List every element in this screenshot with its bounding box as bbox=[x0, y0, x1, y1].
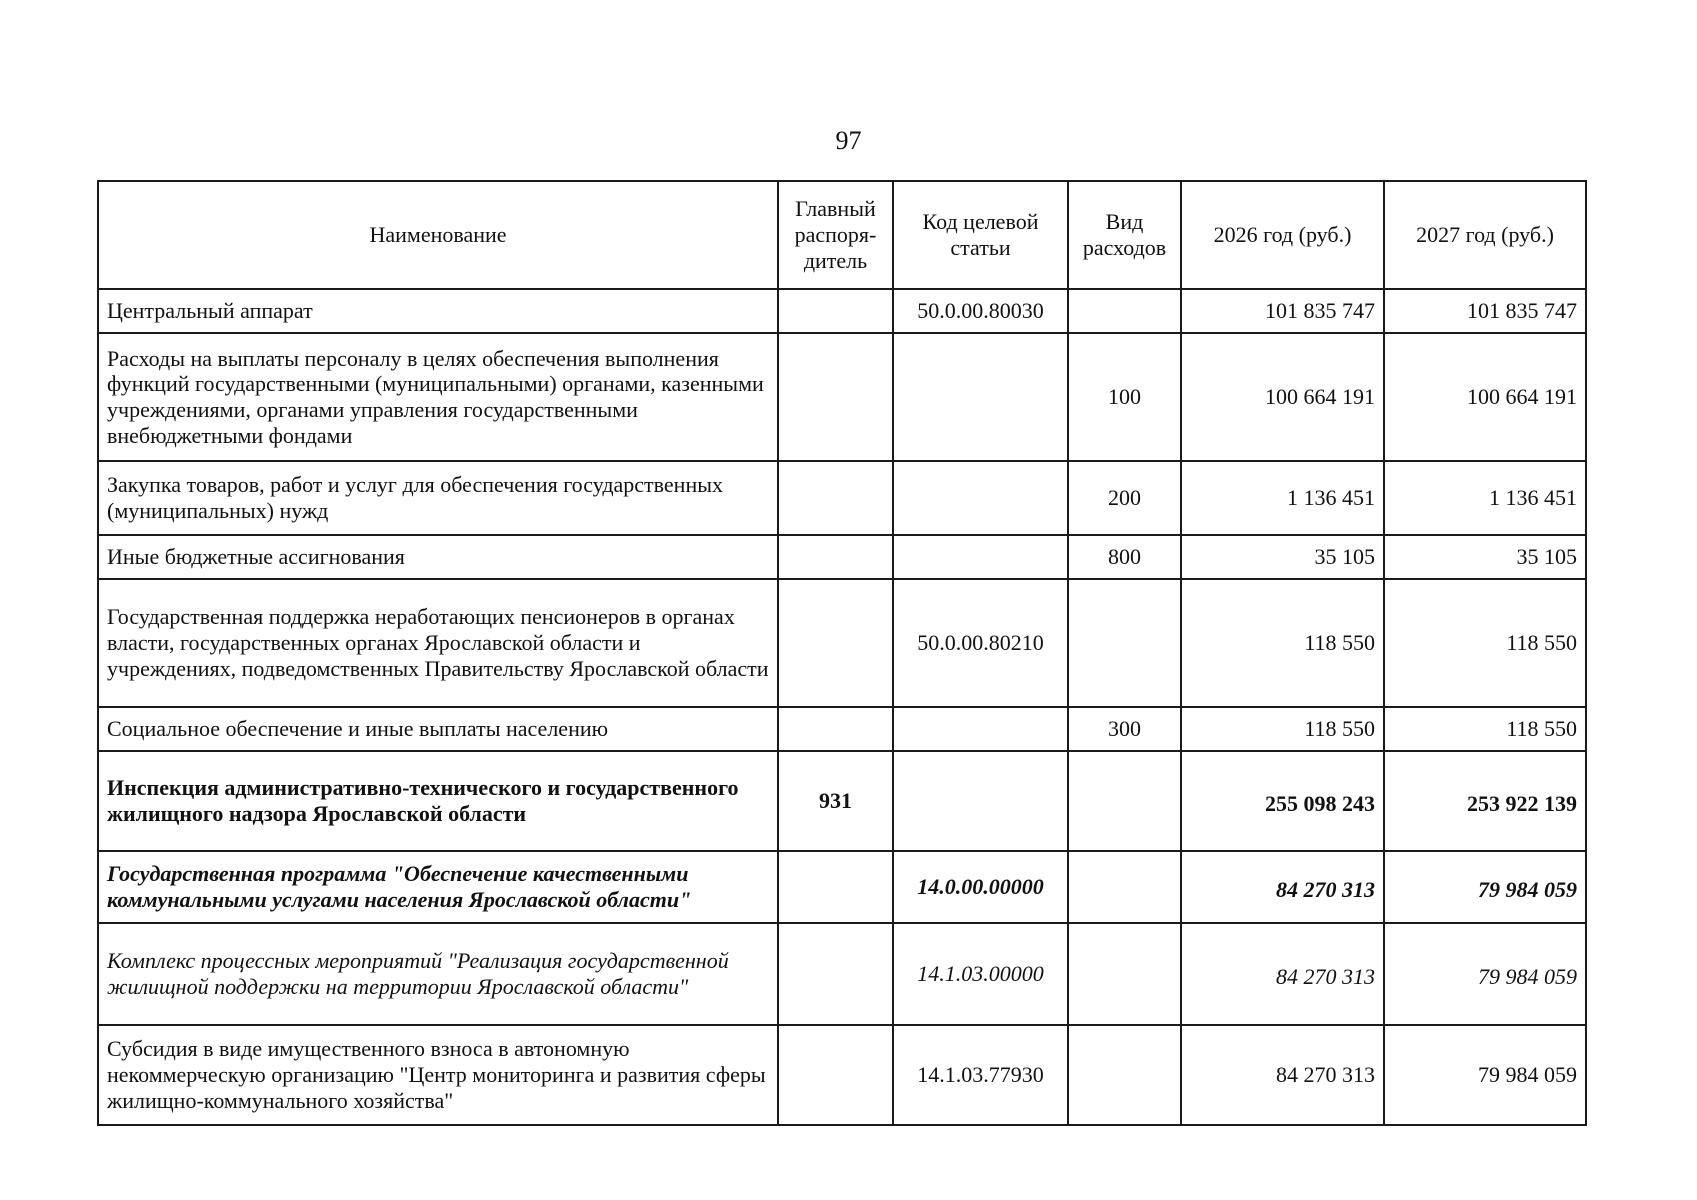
cell-manager bbox=[778, 1025, 893, 1125]
cell-kind bbox=[1068, 1025, 1181, 1125]
table-row bbox=[98, 851, 1586, 923]
cell-name: Иные бюджетные ассигнования bbox=[98, 535, 778, 579]
cell-kind bbox=[1068, 751, 1181, 851]
cell-code bbox=[893, 707, 1068, 751]
cell-kind: 800 bbox=[1068, 535, 1181, 579]
cell-2026: 35 105 bbox=[1181, 535, 1384, 579]
table-header-row bbox=[98, 181, 1586, 289]
cell-manager bbox=[778, 707, 893, 751]
table-row bbox=[98, 289, 1586, 333]
cell-kind: 200 bbox=[1068, 461, 1181, 535]
cell-2026: 118 550 bbox=[1181, 707, 1384, 751]
cell-name: Закупка товаров, работ и услуг для обеспечения государственных (муниципальных) нужд bbox=[98, 461, 778, 535]
cell-manager bbox=[778, 289, 893, 333]
cell-kind: 300 bbox=[1068, 707, 1181, 751]
table-row bbox=[98, 751, 1586, 851]
cell-name: Государственная поддержка неработающих пенсионеров в органах власти, государственных органах Ярославской области и учреждениях, подведомственных Правительству Ярославской области bbox=[98, 579, 778, 707]
header-code: Код целевой статьи bbox=[893, 181, 1068, 289]
cell-2026: 255 098 243 bbox=[1181, 751, 1384, 851]
cell-2027: 1 136 451 bbox=[1384, 461, 1586, 535]
cell-2027: 79 984 059 bbox=[1384, 851, 1586, 923]
cell-code: 14.1.03.00000 bbox=[893, 923, 1068, 1025]
header-name: Наименование bbox=[98, 181, 778, 289]
cell-kind: 100 bbox=[1068, 333, 1181, 461]
cell-2027: 101 835 747 bbox=[1384, 289, 1586, 333]
cell-kind bbox=[1068, 579, 1181, 707]
page-number: 97 bbox=[835, 126, 862, 155]
cell-2026: 1 136 451 bbox=[1181, 461, 1384, 535]
cell-manager bbox=[778, 851, 893, 923]
cell-manager bbox=[778, 579, 893, 707]
table-row bbox=[98, 1025, 1586, 1125]
cell-2026: 84 270 313 bbox=[1181, 923, 1384, 1025]
cell-2026: 84 270 313 bbox=[1181, 851, 1384, 923]
cell-kind bbox=[1068, 851, 1181, 923]
cell-code: 50.0.00.80030 bbox=[893, 289, 1068, 333]
cell-2026: 84 270 313 bbox=[1181, 1025, 1384, 1125]
cell-2027: 118 550 bbox=[1384, 707, 1586, 751]
cell-2026: 100 664 191 bbox=[1181, 333, 1384, 461]
table-row bbox=[98, 579, 1586, 707]
cell-code bbox=[893, 461, 1068, 535]
cell-name: Социальное обеспечение и иные выплаты населению bbox=[98, 707, 778, 751]
budget-table bbox=[97, 180, 1587, 1126]
table-row bbox=[98, 707, 1586, 751]
header-manager: Главный распоря-дитель bbox=[778, 181, 893, 289]
header-2026: 2026 год (руб.) bbox=[1181, 181, 1384, 289]
cell-2026: 118 550 bbox=[1181, 579, 1384, 707]
cell-manager bbox=[778, 923, 893, 1025]
cell-2027: 79 984 059 bbox=[1384, 923, 1586, 1025]
cell-manager bbox=[778, 461, 893, 535]
cell-code bbox=[893, 751, 1068, 851]
cell-name: Расходы на выплаты персоналу в целях обеспечения выполнения функций государственными (муниципальными) органами, казенными учреждениями, органами управления государственными внебюджетными фондами bbox=[98, 333, 778, 461]
cell-2027: 79 984 059 bbox=[1384, 1025, 1586, 1125]
header-kind: Вид расходов bbox=[1068, 181, 1181, 289]
table-row bbox=[98, 923, 1586, 1025]
cell-manager bbox=[778, 535, 893, 579]
cell-2026: 101 835 747 bbox=[1181, 289, 1384, 333]
table-row bbox=[98, 461, 1586, 535]
table-row bbox=[98, 333, 1586, 461]
cell-code: 50.0.00.80210 bbox=[893, 579, 1068, 707]
cell-name: Субсидия в виде имущественного взноса в автономную некоммерческую организацию "Центр мониторинга и развития сферы жилищно-коммунального хозяйства" bbox=[98, 1025, 778, 1125]
cell-manager: 931 bbox=[778, 751, 893, 851]
cell-code bbox=[893, 535, 1068, 579]
cell-name: Комплекс процессных мероприятий "Реализация государственной жилищной поддержки на территории Ярославской области" bbox=[98, 923, 778, 1025]
cell-name: Центральный аппарат bbox=[98, 289, 778, 333]
cell-name: Инспекция административно-технического и государственного жилищного надзора Ярославской области bbox=[98, 751, 778, 851]
cell-code: 14.0.00.00000 bbox=[893, 851, 1068, 923]
cell-code: 14.1.03.77930 bbox=[893, 1025, 1068, 1125]
cell-name: Государственная программа "Обеспечение качественными коммунальными услугами населения Ярославской области" bbox=[98, 851, 778, 923]
table-row bbox=[98, 535, 1586, 579]
cell-code bbox=[893, 333, 1068, 461]
cell-2027: 253 922 139 bbox=[1384, 751, 1586, 851]
cell-kind bbox=[1068, 289, 1181, 333]
header-2027: 2027 год (руб.) bbox=[1384, 181, 1586, 289]
cell-manager bbox=[778, 333, 893, 461]
cell-2027: 35 105 bbox=[1384, 535, 1586, 579]
cell-2027: 100 664 191 bbox=[1384, 333, 1586, 461]
cell-2027: 118 550 bbox=[1384, 579, 1586, 707]
cell-kind bbox=[1068, 923, 1181, 1025]
